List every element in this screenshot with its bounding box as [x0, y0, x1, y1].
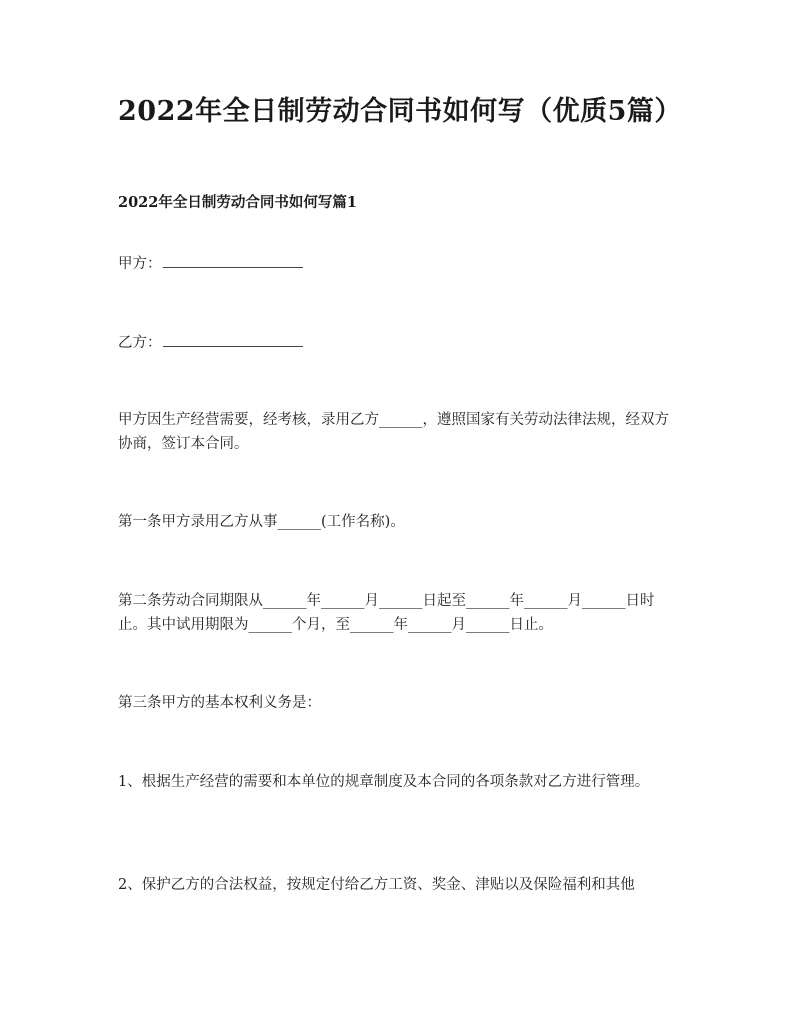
section-heading: 2022年全日制劳动合同书如何写篇1: [118, 194, 357, 211]
paragraph-article-1: 第一条甲方录用乙方从事______(工作名称)。: [118, 514, 405, 530]
paragraph-intro: 甲方因生产经营需要，经考核，录用乙方______，遵照国家有关劳动法律法规，经双方协商，签订本合同。: [118, 412, 669, 452]
paragraph-article-2: 第二条劳动合同期限从______年______月______日起至______年______月______日时止。其中试用期限为______个月，至______年______月______日止。: [118, 593, 655, 633]
party-a-label: 甲方：: [118, 256, 162, 272]
party-a-line: [118, 252, 683, 276]
party-b-label: 乙方：: [118, 335, 162, 351]
document-title: 2022年全日制劳动合同书如何写（优质5篇）: [118, 96, 682, 127]
paragraph-article-3: 第三条甲方的基本权利义务是：: [118, 695, 321, 711]
party-b-blank: [163, 332, 303, 347]
paragraph-item-2: 2、保护乙方的合法权益，按规定付给乙方工资、奖金、津贴以及保险福利和其他: [118, 877, 635, 893]
paragraph-item-1: 1、根据生产经营的需要和本单位的规章制度及本合同的各项条款对乙方进行管理。: [118, 774, 650, 790]
party-a-blank: [163, 253, 303, 268]
party-b-line: [118, 331, 683, 355]
